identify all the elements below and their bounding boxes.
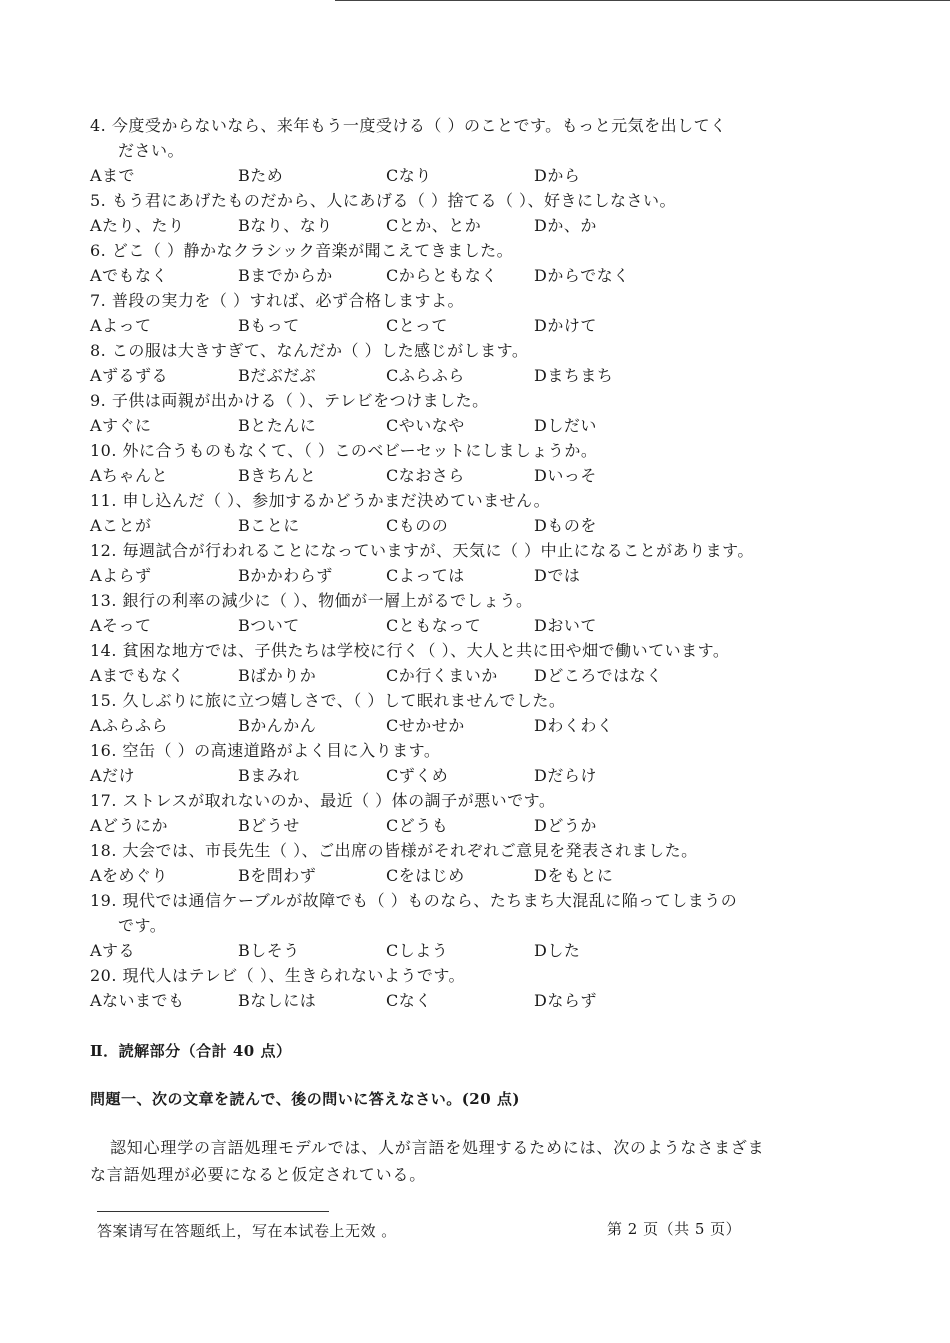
exam-content bbox=[90, 113, 780, 1188]
question-text: 大会では、市長先生（ ）、ご出席の皆様がそれぞれご意見を発表されました。 bbox=[122, 841, 698, 860]
question-item bbox=[90, 238, 780, 263]
answer-option: Bきちんと bbox=[238, 466, 317, 485]
answer-option: Dからでなく bbox=[534, 266, 630, 285]
question-item bbox=[90, 688, 780, 713]
question-number: 6. bbox=[90, 241, 107, 260]
question-number: 11. bbox=[90, 491, 117, 510]
answer-option: Cなおさら bbox=[386, 466, 465, 485]
page-number: 第 2 页（共 5 页） bbox=[607, 1220, 742, 1238]
footer-note: 答案请写在答题纸上，写在本试卷上无效 。 bbox=[97, 1222, 397, 1240]
answer-option: Bしそう bbox=[238, 941, 300, 960]
answer-option: Bついて bbox=[238, 616, 300, 635]
answer-option: Bなり、なり bbox=[238, 216, 333, 235]
answer-option: Dいっそ bbox=[534, 466, 597, 485]
answer-option: Bため bbox=[238, 166, 284, 185]
answer-options bbox=[90, 463, 780, 488]
answer-option: Dならず bbox=[534, 991, 597, 1010]
question-item bbox=[90, 188, 780, 213]
answer-option: Cものの bbox=[386, 516, 449, 535]
question-text: 現代では通信ケーブルが故障でも（ ）ものなら、たちまち大混乱に陥ってしまうの bbox=[122, 891, 738, 910]
question-item bbox=[90, 788, 780, 813]
question-text: 申し込んだ（ ）、参加するかどうかまだ決めていません。 bbox=[122, 491, 551, 510]
question-number: 13. bbox=[90, 591, 117, 610]
answer-options bbox=[90, 613, 780, 638]
answer-option: Cしよう bbox=[386, 941, 449, 960]
question-item bbox=[90, 738, 780, 763]
answer-option: Aずるずる bbox=[90, 366, 169, 385]
answer-option: Dまちまち bbox=[534, 366, 614, 385]
answer-options bbox=[90, 213, 780, 238]
answer-option: Cなく bbox=[386, 991, 432, 1010]
answer-option: Aないまでも bbox=[90, 991, 185, 1010]
answer-option: Cよっては bbox=[386, 566, 465, 585]
question-item bbox=[90, 113, 780, 163]
question-number: 10. bbox=[90, 441, 117, 460]
answer-option: Cか行くまいか bbox=[386, 666, 498, 685]
answer-option: Aまで bbox=[90, 166, 136, 185]
answer-option: Cからともなく bbox=[386, 266, 498, 285]
answer-options bbox=[90, 413, 780, 438]
question-item bbox=[90, 888, 780, 938]
answer-option: Bだぶだぶ bbox=[238, 366, 317, 385]
section-heading: Ⅱ．読解部分（合計 40 点） bbox=[90, 1042, 292, 1060]
question-text: 普段の実力を（ ）すれば、必ず合格しますよ。 bbox=[111, 291, 464, 310]
answer-option: Dどうか bbox=[534, 816, 597, 835]
answer-option: Aよらず bbox=[90, 566, 152, 585]
answer-option: Cせかせか bbox=[386, 716, 465, 735]
answer-options bbox=[90, 563, 780, 588]
answer-option: Bまでからか bbox=[238, 266, 333, 285]
answer-options bbox=[90, 813, 780, 838]
answer-option: Bなしには bbox=[238, 991, 317, 1010]
answer-options bbox=[90, 863, 780, 888]
question-number: 16. bbox=[90, 741, 117, 760]
question-number: 8. bbox=[90, 341, 107, 360]
question-number: 7. bbox=[90, 291, 107, 310]
answer-options bbox=[90, 313, 780, 338]
answer-options bbox=[90, 513, 780, 538]
question-item bbox=[90, 538, 780, 563]
answer-options bbox=[90, 363, 780, 388]
question-text: 貧困な地方では、子供たちは学校に行く（ ）、大人と共に田や畑で働いています。 bbox=[122, 641, 730, 660]
top-rule bbox=[335, 0, 950, 1]
answer-option: Aをめぐり bbox=[90, 866, 169, 885]
answer-option: Bとたんに bbox=[238, 416, 317, 435]
question-item bbox=[90, 588, 780, 613]
question-number: 18. bbox=[90, 841, 117, 860]
answer-option: Cともなって bbox=[386, 616, 482, 635]
question-number: 5. bbox=[90, 191, 107, 210]
question-text: 毎週試合が行われることになっていますが、天気に（ ）中止になることがあります。 bbox=[122, 541, 754, 560]
question-text: どこ（ ）静かなクラシック音楽が聞こえてきました。 bbox=[111, 241, 514, 260]
question-text: 久しぶりに旅に立つ嬉しさで、（ ）して眠れませんでした。 bbox=[122, 691, 566, 710]
answer-option: Dおいて bbox=[534, 616, 597, 635]
answer-option: Aでもなく bbox=[90, 266, 169, 285]
question-text-continued: ださい。 bbox=[118, 141, 185, 160]
answer-option: Aふらふら bbox=[90, 716, 169, 735]
question-text: 現代人はテレビ（ ）、生きられないようです。 bbox=[122, 966, 466, 985]
answer-option: Dでは bbox=[534, 566, 581, 585]
answer-option: Cどうも bbox=[386, 816, 449, 835]
answer-option: Aまでもなく bbox=[90, 666, 185, 685]
answer-option: Aどうにか bbox=[90, 816, 169, 835]
answer-option: Aする bbox=[90, 941, 136, 960]
answer-option: Bもって bbox=[238, 316, 300, 335]
question-number: 9. bbox=[90, 391, 107, 410]
question-text: 外に合うものもなくて、（ ）このベビーセットにしましょうか。 bbox=[122, 441, 598, 460]
footer-rule bbox=[97, 1211, 329, 1212]
answer-option: Aたり、たり bbox=[90, 216, 185, 235]
question-list bbox=[90, 113, 780, 1013]
answer-option: Bかんかん bbox=[238, 716, 317, 735]
question-item bbox=[90, 288, 780, 313]
answer-options bbox=[90, 988, 780, 1013]
question-number: 15. bbox=[90, 691, 117, 710]
answer-options bbox=[90, 663, 780, 688]
question-item bbox=[90, 638, 780, 663]
answer-option: Cをはじめ bbox=[386, 866, 465, 885]
answer-option: Bばかりか bbox=[238, 666, 317, 685]
question-item bbox=[90, 338, 780, 363]
answer-option: Bを問わず bbox=[238, 866, 317, 885]
answer-option: Dものを bbox=[534, 516, 597, 535]
question-number: 20. bbox=[90, 966, 117, 985]
answer-option: Dわくわく bbox=[534, 716, 614, 735]
question-item bbox=[90, 438, 780, 463]
answer-option: Dをもとに bbox=[534, 866, 614, 885]
answer-option: Cとか、とか bbox=[386, 216, 482, 235]
answer-option: Cふらふら bbox=[386, 366, 465, 385]
question-text: 子供は両親が出かける（ ）、テレビをつけました。 bbox=[111, 391, 489, 410]
answer-options bbox=[90, 763, 780, 788]
question-text: この服は大きすぎて、なんだか（ ）した感じがします。 bbox=[111, 341, 529, 360]
answer-option: Dかけて bbox=[534, 316, 597, 335]
question-number: 14. bbox=[90, 641, 117, 660]
answer-option: Cずくめ bbox=[386, 766, 449, 785]
answer-option: Dどころではなく bbox=[534, 666, 663, 685]
answer-option: Cとって bbox=[386, 316, 448, 335]
answer-option: Aちゃんと bbox=[90, 466, 169, 485]
answer-option: Dから bbox=[534, 166, 581, 185]
answer-options bbox=[90, 713, 780, 738]
question-text: 今度受からないなら、来年もう一度受ける（ ）のことです。もっと元気を出してく bbox=[111, 116, 727, 135]
question-text-continued: です。 bbox=[118, 916, 167, 935]
answer-option: Dした bbox=[534, 941, 581, 960]
answer-option: Cやいなや bbox=[386, 416, 465, 435]
question-number: 19. bbox=[90, 891, 117, 910]
answer-option: Dか、か bbox=[534, 216, 597, 235]
problem-heading: 問題一、次の文章を読んで、後の問いに答えなさい。(20 点) bbox=[90, 1090, 520, 1108]
answer-option: Dだらけ bbox=[534, 766, 597, 785]
answer-option: Dしだい bbox=[534, 416, 597, 435]
answer-option: Bまみれ bbox=[238, 766, 300, 785]
answer-option: Aだけ bbox=[90, 766, 136, 785]
question-item bbox=[90, 388, 780, 413]
answer-option: Cなり bbox=[386, 166, 432, 185]
answer-option: Aそって bbox=[90, 616, 152, 635]
question-text: もう君にあげたものだから、人にあげる（ ）捨てる（ ）、好きにしなさい。 bbox=[111, 191, 677, 210]
question-text: ストレスが取れないのか、最近（ ）体の調子が悪いです。 bbox=[122, 791, 556, 810]
answer-option: Aことが bbox=[90, 516, 152, 535]
question-number: 4. bbox=[90, 116, 107, 135]
answer-option: Bどうせ bbox=[238, 816, 300, 835]
answer-option: Aすぐに bbox=[90, 416, 152, 435]
question-number: 17. bbox=[90, 791, 117, 810]
question-item bbox=[90, 963, 780, 988]
answer-options bbox=[90, 938, 780, 963]
question-number: 12. bbox=[90, 541, 117, 560]
answer-option: Aよって bbox=[90, 316, 152, 335]
answer-option: Bかかわらず bbox=[238, 566, 333, 585]
question-text: 空缶（ ）の高速道路がよく目に入ります。 bbox=[122, 741, 441, 760]
answer-options bbox=[90, 263, 780, 288]
answer-option: Bことに bbox=[238, 516, 300, 535]
question-text: 銀行の利率の減少に（ ）、物価が一層上がるでしょう。 bbox=[122, 591, 533, 610]
question-item bbox=[90, 488, 780, 513]
answer-options bbox=[90, 163, 780, 188]
reading-passage: 認知心理学の言語処理モデルでは、人が言語を処理するためには、次のようなさまざまな言語処理が必要になると仮定されている。 bbox=[90, 1138, 765, 1184]
question-item bbox=[90, 838, 780, 863]
